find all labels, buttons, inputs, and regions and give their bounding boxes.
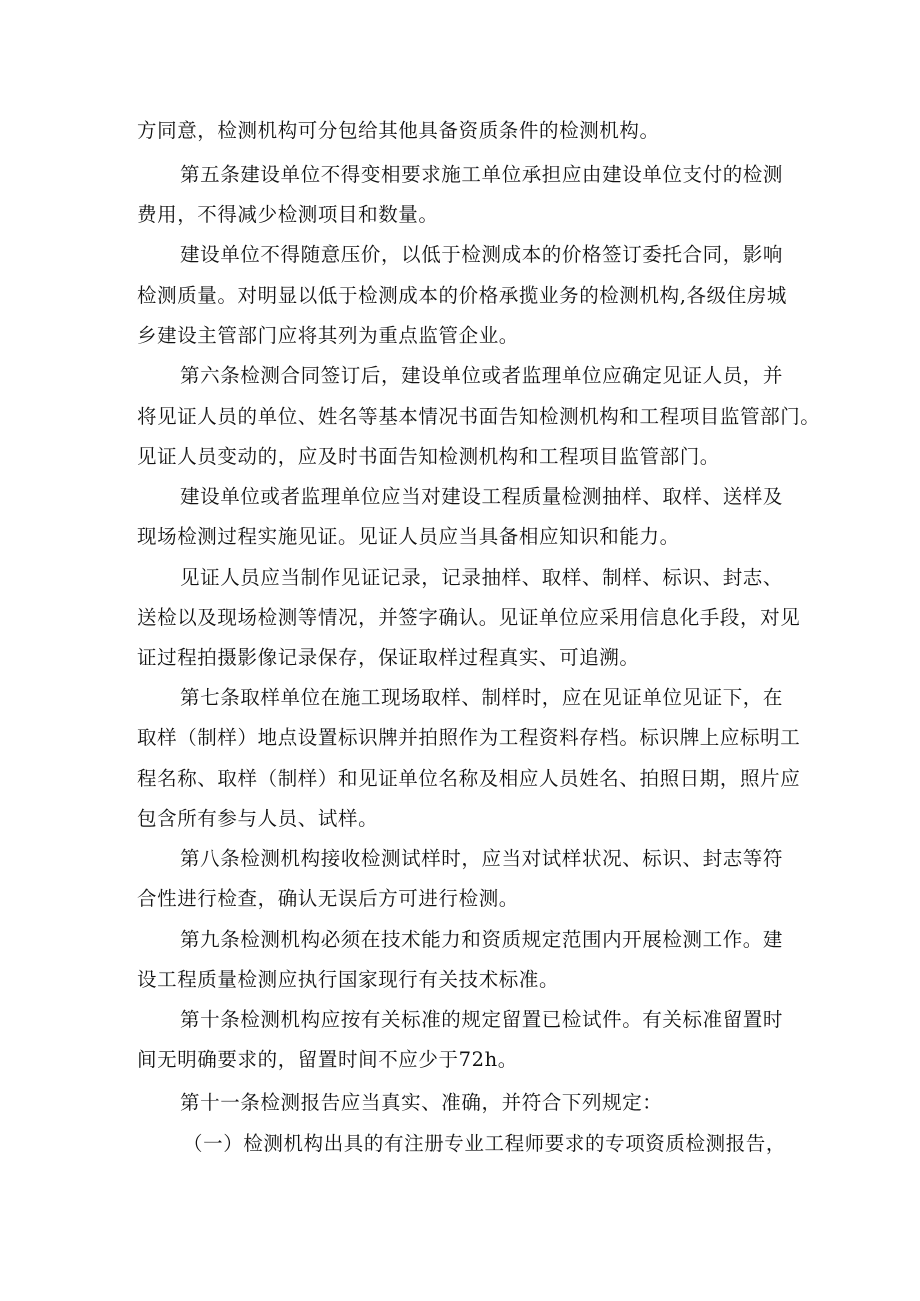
text-line: 间无明确要求的，留置时间不应少于72h。 <box>137 1048 518 1071</box>
text-line: （一）检测机构出具的有注册专业工程师要求的专项资质检测报告， <box>183 1132 787 1155</box>
text-line: 设工程质量检测应执行国家现行有关技术标准。 <box>137 968 560 991</box>
text-line: 程名称、取样（制样）和见证单位名称及相应人员姓名、拍照日期，照片应 <box>137 767 801 790</box>
text-line: 将见证人员的单位、姓名等基本情况书面告知检测机构和工程项目监管部门。 <box>137 405 821 428</box>
text-line: 送检以及现场检测等情况，并签字确认。见证单位应采用信息化手段，对见 <box>137 606 801 629</box>
text-line: 第五条建设单位不得变相要求施工单位承担应由建设单位支付的检测 <box>180 163 784 186</box>
text-line: 第十一条检测报告应当真实、准确，并符合下列规定： <box>180 1091 663 1114</box>
text-line: 第十条检测机构应按有关标准的规定留置已检试件。有关标准留置时 <box>180 1008 784 1031</box>
text-line: 乡建设主管部门应将其列为重点监管企业。 <box>137 324 519 347</box>
text-line: 建设单位或者监理单位应当对建设工程质量检测抽样、取样、送样及 <box>180 485 784 508</box>
text-line: 第八条检测机构接收检测试样时，应当对试样状况、标识、封志等符 <box>180 847 784 870</box>
text-line: 检测质量。对明显以低于检测成本的价格承揽业务的检测机构,各级住房城 <box>137 284 787 307</box>
text-line: 包含所有参与人员、试样。 <box>137 807 379 830</box>
text-line: 费用，不得减少检测项目和数量。 <box>137 203 439 226</box>
text-line: 现场检测过程实施见证。见证人员应当具备相应知识和能力。 <box>137 525 680 548</box>
text-line: 第六条检测合同签订后，建设单位或者监理单位应确定见证人员，并 <box>180 364 784 387</box>
text-line: 第九条检测机构必须在技术能力和资质规定范围内开展检测工作。建 <box>180 928 784 951</box>
text-line: 方同意，检测机构可分包给其他具备资质条件的检测机构。 <box>137 119 660 142</box>
text-line: 见证人员变动的，应及时书面告知检测机构和工程项目监管部门。 <box>137 445 720 468</box>
text-line: 建设单位不得随意压价，以低于检测成本的价格签订委托合同，影响 <box>180 243 784 266</box>
text-line: 见证人员应当制作见证记录，记录抽样、取样、制样、标识、封志、 <box>180 566 784 589</box>
text-line: 取样（制样）地点设置标识牌并拍照作为工程资料存档。标识牌上应标明工 <box>137 726 801 749</box>
text-line: 证过程拍摄影像记录保存，保证取样过程真实、可追溯。 <box>137 646 640 669</box>
text-line: 合性进行检查，确认无误后方可进行检测。 <box>137 887 519 910</box>
text-line: 第七条取样单位在施工现场取样、制样时，应在见证单位见证下，在 <box>180 686 784 709</box>
